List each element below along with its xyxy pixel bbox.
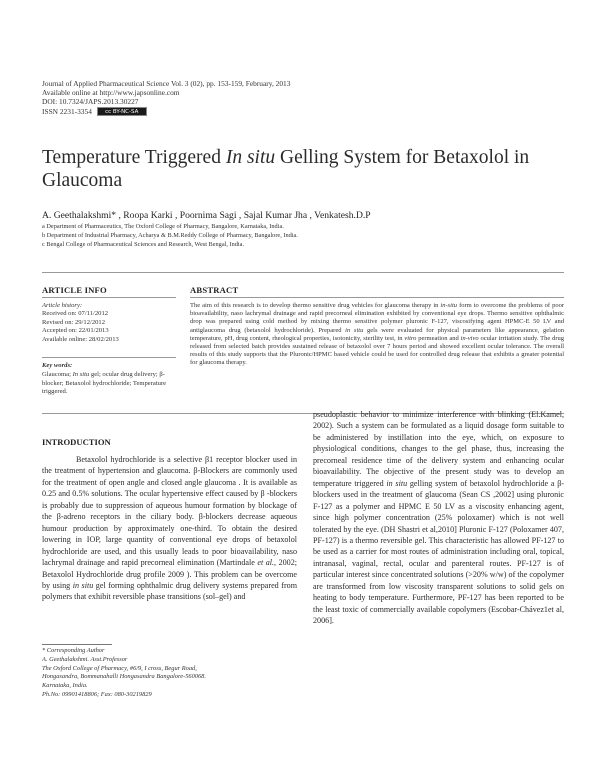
- abstract-italic-3: vitro: [404, 334, 417, 342]
- abstract-divider: [190, 297, 564, 298]
- intro-left-text-a: Betaxolol hydrochloride is a selective β1 receptor blocker used in the treatment of hypertension and glaucoma. β-Blockers are commonly used for the treatment of open angle and closed angle glaucoma . It is available as 0.25 and 0.5% solutions. The ocular hypertensive effect caused by β -blockers is probably due to suppression of aqueous humour formation by blockage of the β-adreno receptors in the ciliary body. β-blockers decrease aqueous humour production by approximately one-third. To obtain the desired lowering in IOP, large quantity of conventional eye drops of betaxolol hydrochloride are used, and this usually leads to poor bioavailability, naso lachrymal drainage and rapid precorneal elimination (Martindale: [42, 455, 297, 568]
- accepted-date: Accepted on: 22/01/2013: [42, 327, 109, 335]
- cc-license-badge[interactable]: cc BY-NC-SA: [97, 107, 147, 116]
- footnote-line-3: The Oxford College of Pharmacy, #6/9, I cross, Begur Road,: [42, 664, 197, 672]
- intro-left-italic-1: et al.: [257, 558, 275, 568]
- title-part3: Gelling System for Betaxolol in Glaucoma: [42, 147, 530, 191]
- affiliation-c: c Bengal College of Pharmaceutical Sciences and Research, West Bengal, India.: [42, 240, 245, 248]
- footnote-line-4: Hongasandra, Bommanahalli Hongasandra Bangalore-560068.: [42, 673, 206, 681]
- abstract-italic-1: in-situ: [440, 302, 458, 309]
- intro-right-text-a: pseudoplastic behavior to minimize interference with blinking (El.Kamel, 2002). Such a system can be formulated as a liquid dosage form suitable to be administered by instillation into the eye, which, on exposure to physiological conditions, changes to the gel phase, thus, increasing the precorneal residence time of the delivery system and enhancing ocular bioavailability. The objective of the present study was to develop an temperature triggered: [313, 410, 564, 488]
- keywords-divider: [42, 357, 176, 358]
- intro-left-text-b: , 2002; Betaxolol Hydrochloride drug profile 2009 ). This problem can be overcome by using: [42, 558, 298, 590]
- article-info-heading: ARTICLE INFO: [42, 285, 107, 295]
- footnote-line-6: Ph.No: 09901418806; Fax: 080-30219829: [42, 690, 152, 698]
- footnote-divider: [42, 644, 112, 645]
- journal-issn: ISSN 2231-3354: [42, 106, 92, 116]
- keywords-label: Key words:: [42, 362, 73, 369]
- keywords-text-b: gel; ocular drug delivery; β-blocker; Betaxolol hydrochloride; Temperature triggered.: [42, 370, 167, 396]
- footnote-line-2: A. Geethalakshmi. Asst.Professor: [42, 655, 128, 663]
- affiliation-a: a Department of Pharmaceutics, The Oxford College of Pharmacy, Bangalore, Karnataka, India.: [42, 223, 284, 230]
- revised-date: Revised on: 29/12/2012: [42, 318, 106, 326]
- abstract-text-2: form to overcome the problems of poor bioavailability, naso lachrymal drainage and rapid precorneal elimination exhibited by conventional eye drops. Thermo sensitive ophthalmic drop was prepared using cold method by mixing thermo sensitive polymer pluronic F-127, viscosifying agent HPMC-E 50 LV and antiglaucoma drug (betaxolol hydrochloride). Prepared: [190, 302, 564, 334]
- article-history: [42, 302, 119, 344]
- journal-issn-line: [42, 107, 290, 117]
- journal-availability: Available online at http://www.japsonline.com: [42, 88, 180, 98]
- affiliations: [42, 223, 298, 249]
- abstract-text-1: The aim of this research is to develop thermo sensitive drug vehicles for glaucoma therapy in: [190, 302, 441, 309]
- title-italic-part: In situ: [225, 147, 276, 168]
- abstract-italic-4: in-vivo: [460, 334, 479, 342]
- affiliation-b: b Department of Industrial Pharmacy, Acharya & B.M.Reddy College of Pharmacy, Bangalore, India.: [42, 231, 298, 239]
- intro-left-italic-2: in situ: [72, 580, 94, 590]
- journal-doi: DOI: 10.7324/JAPS.2013.30227: [42, 97, 139, 107]
- intro-left-column: [42, 454, 297, 603]
- footnote-line-1: * Corresponding Author: [42, 647, 105, 654]
- corresponding-author-footnote: [42, 647, 206, 700]
- journal-citation: Journal of Applied Pharmaceutical Science Vol. 3 (02), pp. 153-159, February, 2013: [42, 79, 291, 88]
- keywords-text-a: Glaucoma;: [42, 370, 73, 378]
- intro-right-italic-1: in situ: [386, 478, 408, 488]
- article-info-divider: [42, 297, 176, 298]
- introduction-heading: INTRODUCTION: [42, 437, 111, 447]
- title-part1: Temperature Triggered: [42, 147, 226, 168]
- abstract-body: [190, 302, 564, 368]
- abstract-italic-2: in situ: [345, 326, 364, 334]
- intro-right-text-b: gelling system of betaxolol hydrochloride a β-blockers used in the treatment of glaucoma (Sean CS ,2002] using pluronic F-127 as a polymer and HPMC E 50 LV as a viscosity enhancing agent, since high polymer concentration (25% poloxamer) which is not well tolerated by the eye. (DH Shastri et al,2010] Pluronic F-127 (Poloxamer 407, PF-127) is a thermo reversible gel. This characteristic has allowed PF-127 to be used as a carrier for most routes of administration including oral, topical, intranasal, vaginal, rectal, ocular and parenteral routes. PF-127 is of particular interest since concentrated solutions (>20% w/w) of the copolymer are transformed from low viscosity transparent solutions to solid gels on heating to body temperature. Furthermore, PF-127 has been reported to be the least toxic of commercially available copolymers (Escobar-Chávez1et al, 2006].: [313, 478, 565, 626]
- intro-left-text-c: gel forming ophthalmic drug delivery systems prepared from polymers that exhibit reversible phase transitions (sol–gel) and: [42, 580, 298, 602]
- author-list: A. Geethalakshmi* , Roopa Karki , Poornima Sagi , Sajal Kumar Jha , Venkatesh.D.P: [42, 210, 371, 221]
- received-date: Received on: 07/11/2012: [42, 310, 109, 318]
- journal-header: [42, 79, 290, 116]
- keywords: [42, 362, 176, 397]
- abstract-heading: ABSTRACT: [190, 285, 239, 295]
- paper-title: [42, 146, 562, 192]
- abstract-text-4: permeation and: [416, 334, 461, 342]
- abstract-text-3: gels were evaluated for physical parameters like appearance, gelation temperature, pH, drug content, rheological properties, isotonicity, sterility test, in: [190, 326, 564, 342]
- divider-top: [42, 272, 564, 273]
- abstract-text-5: ocular irritation study. The drug released from selected batch provides sustained release of betaxolol over 7 hours period and showed excellent ocular tolerance. The overall results of this study supports that the Pluronic/HPMC based vehicle could be used for controlled drug release that exhibits a greater potential for glaucoma therapy.: [190, 334, 565, 367]
- intro-right-column: [313, 409, 564, 627]
- footnote-line-5: Karnataka, India.: [42, 682, 88, 690]
- history-label: Article history:: [42, 302, 83, 309]
- keywords-text-italic: In situ: [72, 370, 90, 378]
- available-date: Available online: 28/02/2013: [42, 335, 119, 343]
